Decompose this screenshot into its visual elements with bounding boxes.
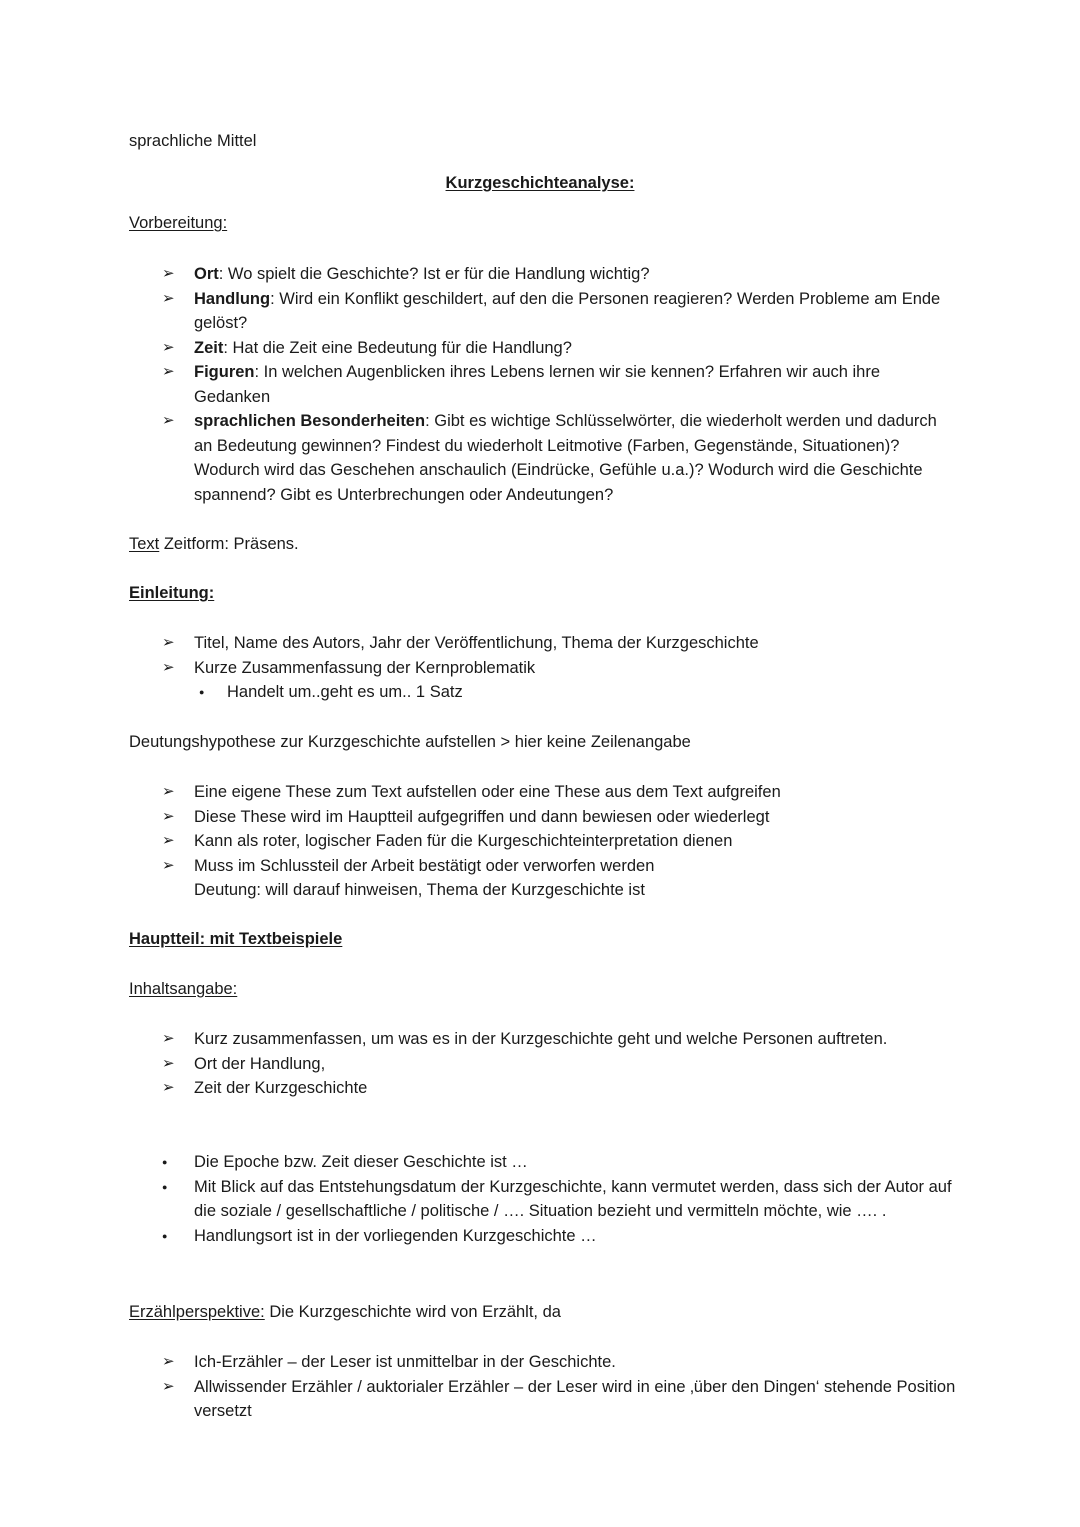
deutung-list-wrap xyxy=(129,780,959,903)
text-tense: Zeitform: Präsens. xyxy=(159,535,299,553)
item-text: : Wird ein Konflikt geschildert, auf den die Personen reagieren? Werden Probleme am Ende gelöst? xyxy=(194,289,941,332)
inhaltsangabe-dot-list xyxy=(129,1150,959,1248)
list-item: ➢ Titel, Name des Autors, Jahr der Veröffentlichung, Thema der Kurzgeschichte xyxy=(129,631,959,656)
einleitung-list-wrap xyxy=(129,631,959,705)
heading-vorbereitung: Vorbereitung: xyxy=(129,214,228,232)
list-item: ➢ Kann als roter, logischer Faden für die Kurgeschichteinterpretation dienen xyxy=(129,829,959,854)
list-item: ➢ Kurze Zusammenfassung der Kernproblematik xyxy=(129,656,959,681)
item-label: Handlung xyxy=(194,289,271,308)
text-tense-line xyxy=(129,532,959,557)
item-text: : Gibt es wichtige Schlüsselwörter, die wiederholt werden und dadurch an Bedeutung gewinnen? Findest du wiederholt Leitmotive (Farben, Gegenstände, Situationen)? Wodurch wird das Geschehen anschaulich (Eindrücke, Gefühle u.a.)? Wodurch wird die Geschichte spannend? Gibt es Unterbrechungen oder Andeutungen? xyxy=(194,412,937,504)
inhaltsangabe-dots-wrap xyxy=(129,1150,959,1248)
list-item xyxy=(129,336,959,361)
list-item: ➢ Kurz zusammenfassen, um was es in der Kurzgeschichte geht und welche Personen auftreten. xyxy=(129,1027,959,1052)
list-item: ➢ Zeit der Kurzgeschichte xyxy=(129,1076,959,1101)
list-item: ➢ Ich-Erzähler – der Leser ist unmittelbar in der Geschichte. xyxy=(129,1350,959,1375)
vorbereitung-list xyxy=(129,262,959,507)
heading-erzaehlperspektive: Erzählperspektive: xyxy=(129,1303,265,1321)
erzaehl-list-wrap xyxy=(129,1350,959,1424)
erzaehlperspektive-line xyxy=(129,1300,959,1325)
list-item: ● Handelt um..geht es um.. 1 Satz xyxy=(129,680,959,705)
item-text: : In welchen Augenblicken ihres Lebens lernen wir sie kennen? Erfahren wir auch ihre Gedanken xyxy=(194,363,881,406)
item-text: : Wo spielt die Geschichte? Ist er für die Handlung wichtig? xyxy=(218,265,650,283)
inhaltsangabe-list-wrap xyxy=(129,1027,959,1101)
list-item: ➢ Eine eigene These zum Text aufstellen oder eine These aus dem Text aufgreifen xyxy=(129,780,959,805)
deutung-intro: Deutungshypothese zur Kurzgeschichte aufstellen > hier keine Zeilenangabe xyxy=(129,733,691,751)
document-title: Kurzgeschichteanalyse: xyxy=(445,174,635,192)
vorbereitung-list-wrap xyxy=(129,262,959,507)
header-note: sprachliche Mittel xyxy=(129,132,257,150)
erzaehl-list xyxy=(129,1350,959,1424)
heading-einleitung: Einleitung: xyxy=(129,584,215,602)
item-label: Zeit xyxy=(194,338,224,357)
erzaehlperspektive-text: Die Kurzgeschichte wird von Erzählt, da xyxy=(264,1303,561,1321)
list-item xyxy=(129,287,959,336)
heading-hauptteil: Hauptteil: mit Textbeispiele xyxy=(129,930,343,948)
list-item: ➢ Allwissender Erzähler / auktorialer Erzähler – der Leser wird in eine ‚über den Dingen‘ stehende Position versetzt xyxy=(129,1375,959,1424)
list-item xyxy=(129,409,959,507)
einleitung-sub-list xyxy=(129,680,959,705)
list-item: ➢ Muss im Schlussteil der Arbeit bestätigt oder verworfen werden xyxy=(129,854,959,879)
list-item xyxy=(129,262,959,287)
text-label: Text xyxy=(129,535,160,553)
list-item: ● Mit Blick auf das Entstehungsdatum der Kurzgeschichte, kann vermutet werden, dass sich der Autor auf die soziale / gesellschaftliche / politische / …. Situation bezieht und vermitteln möchte, wie …. . xyxy=(129,1175,959,1224)
item-label: Figuren xyxy=(194,363,255,381)
einleitung-list xyxy=(129,631,959,680)
item-label: sprachlichen Besonderheiten xyxy=(194,412,426,430)
inhaltsangabe-list xyxy=(129,1027,959,1101)
deutung-note: Deutung: will darauf hinweisen, Thema der Kurzgeschichte ist xyxy=(194,881,645,899)
list-item: ➢ Ort der Handlung, xyxy=(129,1052,959,1077)
list-item: ● Die Epoche bzw. Zeit dieser Geschichte ist … xyxy=(129,1150,959,1175)
list-item: ● Handlungsort ist in der vorliegenden Kurzgeschichte … xyxy=(129,1224,959,1249)
item-label: Ort xyxy=(194,265,219,283)
item-text: : Hat die Zeit eine Bedeutung für die Handlung? xyxy=(223,338,572,357)
deutung-list xyxy=(129,780,959,878)
list-item: ➢ Diese These wird im Hauptteil aufgegriffen und dann bewiesen oder wiederlegt xyxy=(129,805,959,830)
heading-inhaltsangabe: Inhaltsangabe: xyxy=(129,980,238,998)
list-item xyxy=(129,360,959,409)
